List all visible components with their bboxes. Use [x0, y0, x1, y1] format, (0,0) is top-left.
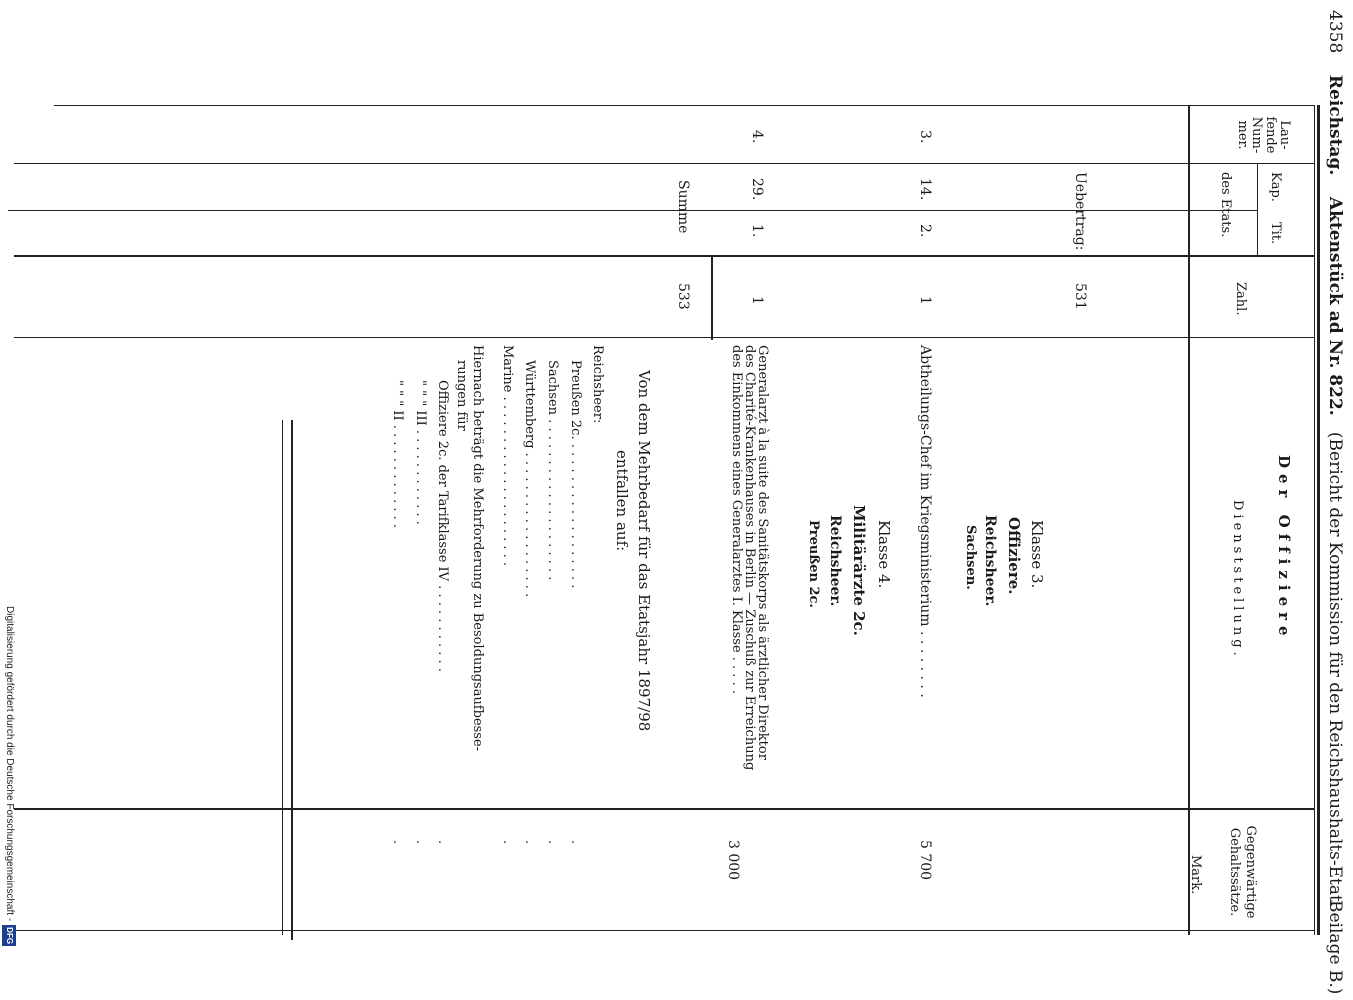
- row-4-kap: 29.: [749, 178, 765, 201]
- row-3-tit: 2.: [917, 224, 933, 238]
- col-rule-kap: [14, 163, 1314, 164]
- report-description: (Bericht der Kommission für den Reichshaushalts-Etat.: [1325, 431, 1345, 908]
- page-number: 4358: [1325, 10, 1345, 54]
- table-right-rule: [14, 930, 1314, 931]
- row-4-zahl: 1: [749, 296, 765, 305]
- header-lfd-line-3: Num-: [1249, 116, 1264, 154]
- row-3-kap: 14.: [917, 178, 933, 201]
- row-4-text-line-2: des Charité-Krankenhauses in Berlin — Zuschuß zur Erreichung: [742, 345, 757, 771]
- summary-demand-line-1: Hiernach beträgt die Mehrforderung zu Besoldungsaufbesse-: [470, 345, 485, 752]
- header-tit: Tit.: [1268, 222, 1283, 245]
- document-reference: Aktenstück ad Nr. 822.: [1325, 196, 1345, 416]
- header-current-salaries: [1226, 822, 1258, 922]
- sum-label: Summe: [675, 180, 691, 234]
- supplement-label: Beilage B.): [1325, 900, 1345, 995]
- header-des-etats: des Etats.: [1218, 172, 1233, 238]
- row-3-salary: 5 700: [917, 840, 933, 881]
- heading-sachsen: Sachsen.: [963, 525, 978, 590]
- page-header: [1325, 10, 1345, 907]
- header-lfd-line-4: mer.: [1235, 120, 1250, 150]
- summary-item-sachsen: Sachsen . . . . . . . . . . . . . . . . . . . .: [545, 360, 560, 581]
- col-rule-lfd: [54, 105, 1314, 106]
- row-4-tit: 1.: [749, 224, 765, 238]
- lower-rule-2: [282, 420, 283, 935]
- digitization-credit-text: Digitalisierung gefördert durch die Deutsche Forschungsgemeinschaft -: [4, 606, 15, 922]
- header-kap: Kap.: [1268, 172, 1283, 202]
- header-dienststellung: Dienststellung.: [1230, 500, 1245, 660]
- row-4-salary: 3 000: [725, 840, 741, 881]
- kap-tit-divider: [1257, 163, 1258, 255]
- table-top-rule: [1317, 105, 1320, 935]
- header-lfd-line-1: Lau-: [1277, 120, 1292, 150]
- salary-dots-6: .: [413, 840, 428, 845]
- header-zahl: Zahl.: [1233, 282, 1248, 316]
- heading-reichsheer-1: Reichsheer.: [982, 515, 998, 607]
- heading-klasse-3: Klasse 3.: [1028, 520, 1046, 589]
- row-3-zahl: 1: [917, 296, 933, 305]
- sum-value: 533: [675, 283, 691, 310]
- header-salary-line-2: Gehaltssätze.: [1227, 827, 1242, 917]
- summary-officers-ii: " " " II . . . . . . . . . . . . .: [390, 380, 405, 529]
- summary-officers-iv: Offiziere 2c. der Tarifklasse IV . . . . . . . . . . .: [435, 380, 450, 672]
- heading-militaeraerzte: Militärärzte 2c.: [850, 505, 868, 636]
- row-4-lfd: 4.: [749, 130, 765, 144]
- publication-title: Reichstag.: [1325, 74, 1345, 176]
- row-4-text-line-3: des Einkommens eines Generalarztes I. Klasse . . . . .: [729, 345, 744, 694]
- lower-rule-1: [291, 420, 293, 940]
- salary-dots-7: .: [390, 840, 405, 845]
- heading-preussen: Preußen 2c.: [806, 520, 821, 608]
- row-4-text: [730, 345, 769, 770]
- summary-line-2: entfallen auf:: [613, 450, 631, 552]
- row-3-text: Abtheilungs-Chef im Kriegsministerium . . . . . . . .: [917, 345, 933, 698]
- col-rule-text: [14, 337, 1314, 338]
- digitization-credit: [2, 606, 16, 996]
- row-4-text-line-1: Generalarzt à la suite des Sanitätskorps als ärztlicher Direktor: [755, 345, 770, 760]
- header-group-title: Der Offiziere: [1275, 455, 1293, 642]
- summary-line-1: Von dem Mehrbedarf für das Etatsjahr 1897/98: [635, 370, 653, 732]
- col-rule-zahl: [14, 255, 1314, 257]
- col-rule-tit: [8, 210, 1258, 211]
- header-running-number: [1235, 108, 1291, 162]
- summary-officers-iii: " " " III . . . . . . . . . . . .: [413, 380, 428, 525]
- summary-item-preussen: Preußen 2c. . . . . . . . . . . . . . . . . . .: [568, 360, 583, 589]
- sum-rule: [711, 255, 713, 340]
- summary-item-wuerttemberg: Württemberg . . . . . . . . . . . . . . . . . .: [522, 360, 537, 598]
- carry-over-value: 531: [1072, 283, 1088, 310]
- salary-dots-5: .: [435, 840, 450, 845]
- summary-item-marine: Marine . . . . . . . . . . . . . . . . . . . . .: [500, 345, 515, 567]
- summary-demand-line-2: rungen für: [454, 360, 469, 431]
- heading-offiziere: Offiziere.: [1005, 517, 1023, 595]
- salary-dots-2: .: [545, 840, 560, 845]
- summary-reichsheer: Reichsheer:: [590, 345, 605, 424]
- col-rule-salary: [14, 808, 1314, 810]
- dfg-logo: DFG: [2, 925, 16, 946]
- salary-dots-3: .: [522, 840, 537, 845]
- salary-dots-4: .: [500, 840, 515, 845]
- carry-over-label: Uebertrag:: [1072, 172, 1088, 251]
- salary-dots-1: .: [568, 840, 583, 845]
- row-3-lfd: 3.: [917, 130, 933, 144]
- header-salary-line-1: Gegenwärtige: [1243, 825, 1258, 919]
- table-top-rule-thin: [1314, 105, 1315, 935]
- header-lfd-line-2: fende: [1263, 116, 1278, 154]
- header-bottom-rule: [1188, 105, 1190, 935]
- header-mark: Mark.: [1188, 855, 1203, 895]
- heading-reichsheer-2: Reichsheer.: [827, 515, 843, 607]
- heading-klasse-4: Klasse 4.: [875, 520, 893, 589]
